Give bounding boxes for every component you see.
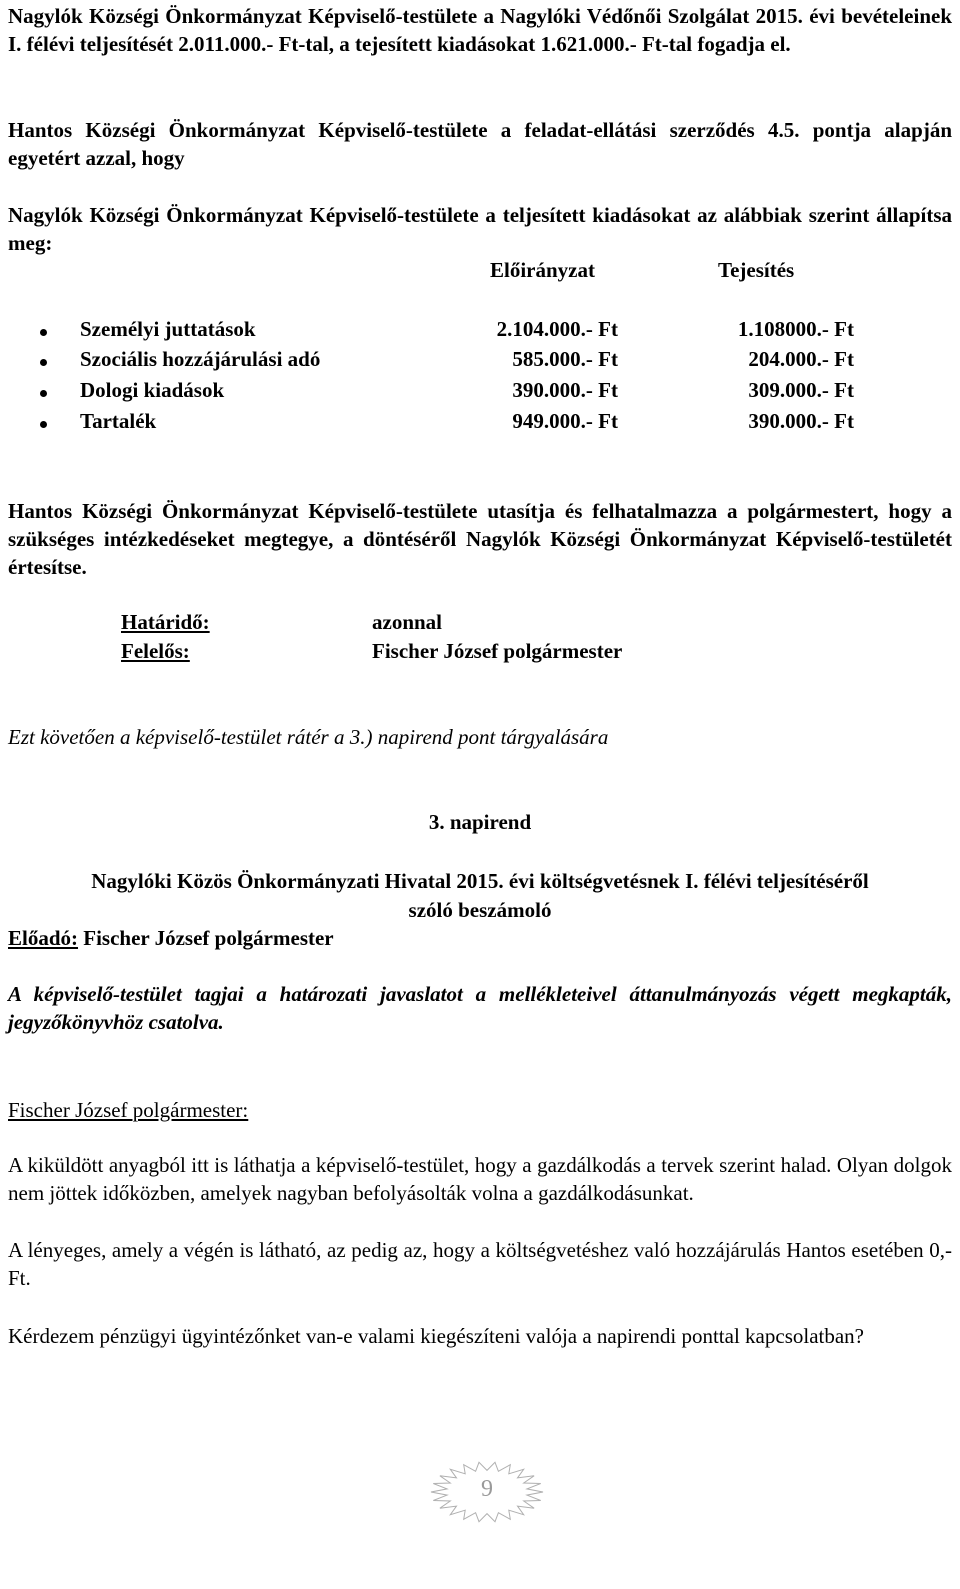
page-number: 9	[481, 1476, 493, 1502]
bullet-icon	[40, 329, 47, 336]
speech-paragraph-1: A kiküldött anyagból itt is láthatja a képviselő-testület, hogy a gazdálkodás a tervek szerint halad. Olyan dolgok nem jöttek időközben, amelyek nagyban befolyásolták volna a gazdálkodásunkat.	[8, 1153, 952, 1205]
deadline-value: azonnal	[372, 610, 443, 634]
row-done: 309.000.- Ft	[748, 378, 854, 402]
table-row	[0, 317, 960, 347]
responsible-label: Felelős:	[121, 639, 190, 663]
bullet-icon	[40, 390, 47, 397]
transition-text: Ezt követően a képviselő-testület rátér a 3.) napirend pont tárgyalására	[8, 725, 609, 749]
page-number-ornament	[428, 1460, 546, 1524]
row-plan: 949.000.- Ft	[512, 409, 618, 433]
presenter-value: Fischer József polgármester	[78, 926, 334, 950]
speech-paragraph-3: Kérdezem pénzügyi ügyintézőnket van-e valami kiegészíteni valója a napirendi ponttal kapcsolatban?	[8, 1324, 864, 1348]
bullet-icon	[40, 421, 47, 428]
row-done: 390.000.- Ft	[748, 409, 854, 433]
paragraph-hantos-agreement: Hantos Községi Önkormányzat Képviselő-testülete a feladat-ellátási szerződés 4.5. pontja alapján egyetért azzal, hogy	[8, 118, 952, 170]
row-name: Tartalék	[80, 409, 157, 433]
agenda-number: 3. napirend	[428, 810, 532, 834]
paragraph-nagylok-acceptance: Nagylók Községi Önkormányzat Képviselő-testülete a Nagylóki Védőnői Szolgálat 2015. évi bevételeinek I. félévi teljesítését 2.011.000.- Ft-tal, a tejesített kiadásokat 1.621.000.- Ft-tal fogadja el.	[8, 4, 952, 56]
responsible-value: Fischer József polgármester	[372, 639, 623, 663]
presenter-line	[8, 924, 952, 952]
row-done: 1.108000.- Ft	[737, 317, 854, 341]
table-row	[0, 409, 960, 439]
row-name: Személyi juttatások	[80, 317, 256, 341]
speech-paragraph-2: A lényeges, amely a végén is látható, az pedig az, hogy a költségvetéshez való hozzájárulás Hantos esetében 0,-Ft.	[8, 1238, 952, 1290]
bullet-icon	[40, 359, 47, 366]
agenda-title-line1: Nagylóki Közös Önkormányzati Hivatal 2015. évi költségvetésnek I. félévi teljesítéséről	[91, 869, 869, 893]
speaker-label: Fischer József polgármester:	[8, 1098, 249, 1122]
row-name: Szociális hozzájárulási adó	[80, 347, 321, 371]
row-plan: 585.000.- Ft	[512, 347, 618, 371]
paragraph-nagylok-expenses: Nagylók Községi Önkormányzat Képviselő-testülete a teljesített kiadásokat az alábbiak szerint állapítsa meg:	[8, 203, 952, 255]
deadline-label: Határidő:	[121, 610, 210, 634]
presenter-label: Előadó:	[8, 926, 79, 950]
agenda-title-line2: szóló beszámoló	[408, 898, 552, 922]
row-plan: 2.104.000.- Ft	[496, 317, 618, 341]
table-row	[0, 378, 960, 408]
row-done: 204.000.- Ft	[748, 347, 854, 371]
table-row	[0, 347, 960, 377]
row-plan: 390.000.- Ft	[512, 378, 618, 402]
row-name: Dologi kiadások	[80, 378, 225, 402]
note-text: A képviselő-testület tagjai a határozati javaslatot a mellékleteivel áttanulmányozás végett megkapták, jegyzőkönyvhöz csatolva.	[8, 982, 952, 1034]
header-plan: Előirányzat	[490, 258, 595, 282]
header-done: Tejesítés	[718, 258, 795, 282]
paragraph-resolution: Hantos Községi Önkormányzat Képviselő-testülete utasítja és felhatalmazza a polgármestert, hogy a szükséges intézkedéseket megtegye, a döntéséről Nagylók Községi Önkormányzat Képviselő-testületét értesítse.	[8, 499, 952, 579]
